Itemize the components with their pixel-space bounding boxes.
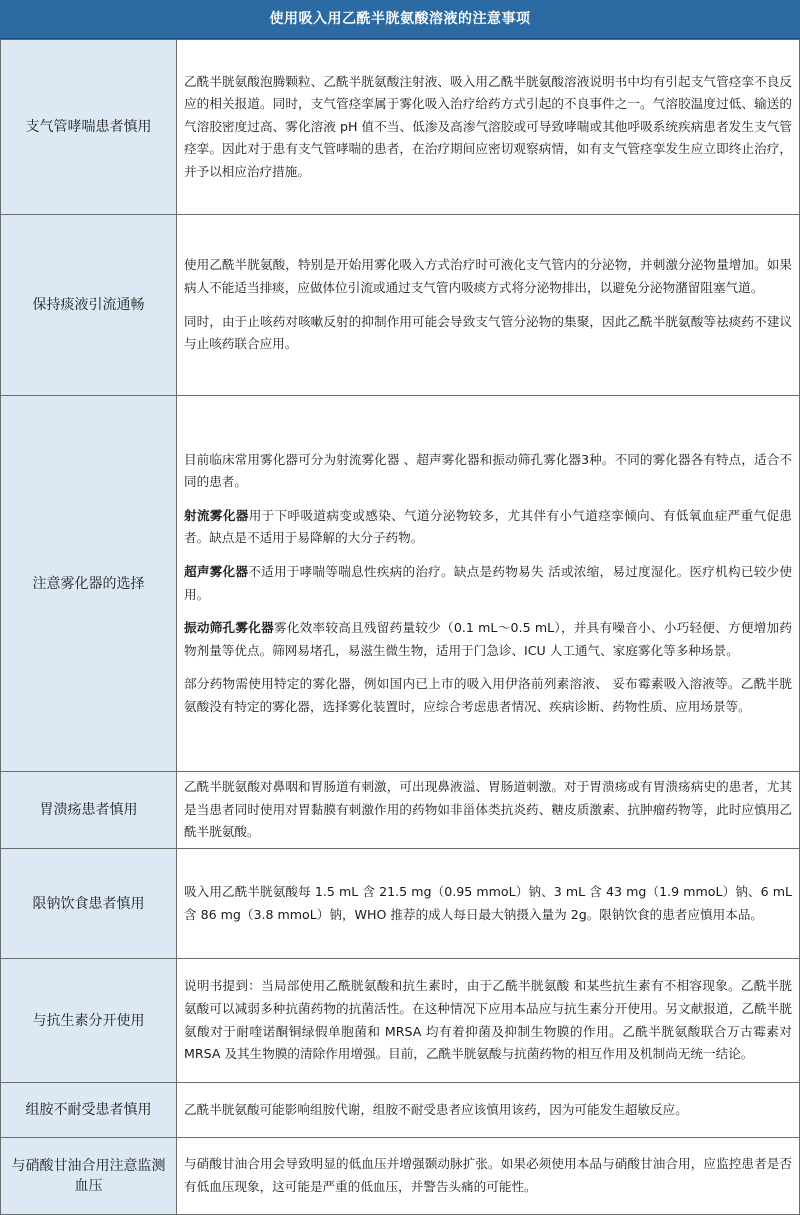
content-paragraph: 吸入用乙酰半胱氨酸每 1.5 mL 含 21.5 mg（0.95 mmoL）钠、3 mL 含 43 mg（1.9 mmoL）钠、6 mL 含 86 mg（3.8 mmoL）钠，WHO 推荐的成人每日最大钠摄入量为 2g。限钠饮食的患者应慎用本品。 — [184, 883, 792, 922]
table-row — [1, 849, 800, 959]
row-content — [177, 1138, 800, 1215]
content-paragraph: 乙酰半胱氨酸泡腾颗粒、乙酰半胱氨酸注射液、吸入用乙酰半胱氨酸溶液说明书中均有引起支气管痉挛不良反应的相关报道。同时，支气管痉挛属于雾化吸入治疗给药方式引起的不良事件之一。气溶胶温度过低、输送的气溶胶密度过高、雾化溶液 pH 值不当、低渗及高渗气溶胶或可导致哮喘或其他呼吸系统疾病患者发生支气管痉挛。因此对于患有支气管哮喘的患者，在治疗期间应密切观察病情，如有支气管痉挛发生应立即终止治疗，并予以相应治疗措施。 — [184, 73, 792, 179]
table-title: 使用吸入用乙酰半胱氨酸溶液的注意事项 — [0, 0, 800, 39]
row-label: 保持痰液引流通畅 — [1, 215, 177, 396]
table-row — [1, 1138, 800, 1215]
nebulizer-type-mesh: 振动筛孔雾化器 — [184, 620, 274, 636]
row-content — [177, 772, 800, 849]
paragraph-text: 用于下呼吸道病变或感染、气道分泌物较多，尤其伴有小气道痉挛倾向、有低氧血症严重气促患者。缺点是不适用于易降解的大分子药物。 — [184, 507, 793, 546]
content-paragraph: 说明书提到：当局部使用乙酰胱氨酸和抗生素时，由于乙酰半胱氨酸 和某些抗生素有不相容现象。乙酰半胱氨酸可以减弱多种抗菌药物的抗菌活性。在这种情况下应用本品应与抗生素分开使用。另文献报道，乙酰半胱氨酸对于耐喹诺酮铜绿假单胞菌和 MRSA 均有着抑菌及抑制生物膜的作用。乙酰半胱氨酸联合万古霉素对 MRSA 及其生物膜的清除作用增强。目前，乙酰半胱氨酸与抗菌药物的相互作用及机制尚无统一结论。 — [184, 978, 792, 1062]
row-label: 注意雾化器的选择 — [1, 396, 177, 772]
content-paragraph: 乙酰半胱氨酸可能影响组胺代谢，组胺不耐受患者应该慎用该药，因为可能发生超敏反应。 — [184, 1101, 688, 1117]
row-label: 胃溃疡患者慎用 — [1, 772, 177, 849]
row-content — [177, 40, 800, 215]
precautions-table — [0, 39, 800, 1215]
row-content — [177, 849, 800, 959]
paragraph-text: 雾化效率较高且残留药量较少（0.1 mL～0.5 mL），并具有噪音小、小巧轻便、方便增加药物剂量等优点。筛网易堵孔，易滋生微生物，适用于门急诊、ICU 人工通气、家庭雾化等多种场景。 — [184, 620, 793, 658]
row-content — [177, 215, 800, 396]
content-paragraph: 目前临床常用雾化器可分为射流雾化器 、超声雾化器和振动筛孔雾化器3种。不同的雾化器各有特点，适合不同的患者。 — [184, 451, 792, 490]
content-paragraph: 乙酰半胱氨酸对鼻咽和胃肠道有刺激，可出现鼻液溢、胃肠道刺激。对于胃溃疡或有胃溃疡病史的患者，尤其是当患者同时使用对胃黏膜有刺激作用的药物如非甾体类抗炎药、糖皮质激素、抗肿瘤药物等，此时应慎用乙酰半胱氨酸。 — [184, 779, 792, 840]
row-label: 组胺不耐受患者慎用 — [1, 1083, 177, 1138]
nebulizer-type-jet: 射流雾化器 — [184, 507, 249, 523]
content-paragraph: 与硝酸甘油合用会导致明显的低血压并增强颞动脉扩张。如果必须使用本品与硝酸甘油合用，应监控患者是否有低血压现象，这可能是严重的低血压，并警告头痛的可能性。 — [184, 1156, 792, 1194]
table-row — [1, 40, 800, 215]
content-paragraph — [184, 505, 792, 550]
row-label: 支气管哮喘患者慎用 — [1, 40, 177, 215]
table-row — [1, 772, 800, 849]
row-content — [177, 959, 800, 1083]
nebulizer-type-ultrasonic: 超声雾化器 — [184, 563, 249, 579]
table-row — [1, 396, 800, 772]
row-label: 与抗生素分开使用 — [1, 959, 177, 1083]
table-row — [1, 1083, 800, 1138]
row-label: 限钠饮食患者慎用 — [1, 849, 177, 959]
content-paragraph — [184, 561, 792, 606]
content-paragraph: 使用乙酰半胱氨酸，特别是开始用雾化吸入方式治疗时可液化支气管内的分泌物，并刺激分泌物量增加。如果病人不能适当排痰，应做体位引流或通过支气管内吸痰方式将分泌物排出，以避免分泌物潴留阻塞气道。 — [184, 257, 792, 295]
row-content — [177, 396, 800, 772]
content-paragraph — [184, 617, 792, 662]
content-paragraph: 部分药物需使用特定的雾化器，例如国内已上市的吸入用伊洛前列素溶液、 妥布霉素吸入溶液等。乙酰半胱氨酸没有特定的雾化器，选择雾化装置时，应综合考虑患者情况、疾病诊断、药物性质、应用场景等。 — [184, 676, 792, 714]
row-label: 与硝酸甘油合用注意监测血压 — [1, 1138, 177, 1215]
table-row — [1, 215, 800, 396]
paragraph-text: 不适用于哮喘等喘息性疾病的治疗。缺点是药物易失 活或浓缩，易过度湿化。医疗机构已较少使用。 — [184, 563, 792, 602]
content-paragraph: 同时，由于止咳药对咳嗽反射的抑制作用可能会导致支气管分泌物的集聚，因此乙酰半胱氨酸等祛痰药不建议与止咳药联合应用。 — [184, 313, 792, 352]
table-body — [1, 40, 800, 1215]
table-row — [1, 959, 800, 1083]
row-content — [177, 1083, 800, 1138]
